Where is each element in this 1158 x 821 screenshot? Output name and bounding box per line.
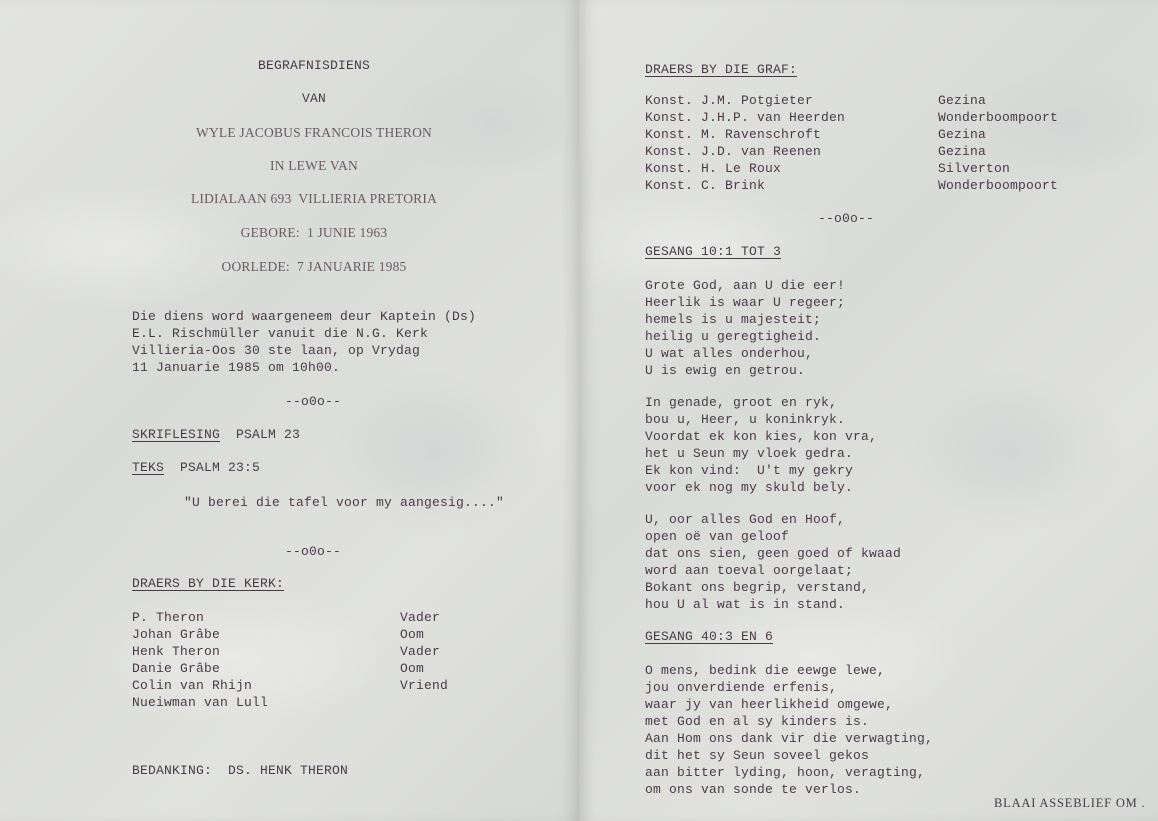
- hymn-line: het u Seun my vloek gedra.: [645, 446, 854, 461]
- grave-bearer-place: Gezina: [938, 93, 987, 108]
- grave-bearer-name: Konst. C. Brink: [645, 178, 766, 193]
- hymn-line: Ek kon vind: U't my gekry: [645, 463, 854, 478]
- bearer-name: Colin van Rhijn: [132, 678, 253, 693]
- hymn-line: bou u, Heer, u koninkryk.: [645, 412, 846, 427]
- service-line: 11 Januarie 1985 om 10h00.: [132, 360, 341, 375]
- sermon-text: [132, 459, 260, 476]
- grave-bearer-name: Konst. J.H.P. van Heerden: [645, 110, 846, 125]
- service-line: Villieria-Oos 30 ste laan, op Vrydag: [132, 343, 421, 358]
- separator: --o0o--: [285, 544, 342, 559]
- hymn-line: U, oor alles God en Hoof,: [645, 512, 846, 527]
- grave-bearer-place: Wonderboompoort: [938, 178, 1059, 193]
- text-value: PSALM 23:5: [180, 460, 261, 475]
- right-page: [579, 0, 1158, 821]
- hymn-line: heilig u geregtigheid.: [645, 329, 822, 344]
- church-bearers-heading: DRAERS BY DIE KERK:: [132, 576, 285, 591]
- bearer-relation: Oom: [400, 661, 425, 676]
- hymn2-heading: GESANG 40:3 EN 6: [645, 629, 774, 644]
- born-date: GEBORE: 1 JUNIE 1963: [240, 225, 388, 240]
- grave-bearers-heading: DRAERS BY DIE GRAF:: [645, 62, 798, 77]
- bearer-name: Nueiwman van Lull: [132, 695, 269, 710]
- hymn-line: Grote God, aan U die eer!: [645, 278, 846, 293]
- deceased-name: WYLE JACOBUS FRANCOIS THERON: [196, 125, 432, 140]
- hymn-line: Aan Hom ons dank vir die verwagting,: [645, 731, 934, 746]
- quote: "U berei die tafel voor my aangesig....": [184, 495, 505, 510]
- hymn-line: Bokant ons begrip, verstand,: [645, 580, 870, 595]
- hymn-line: O mens, bedink die eewge lewe,: [645, 663, 886, 678]
- grave-bearer-name: Konst. H. Le Roux: [645, 161, 782, 176]
- bearer-name: Danie Grâbe: [132, 661, 221, 676]
- hymn-line: jou onverdiende erfenis,: [645, 680, 838, 695]
- hymn-line: U is ewig en getrou.: [645, 363, 806, 378]
- bearer-relation: Vader: [400, 610, 441, 625]
- grave-bearer-place: Silverton: [938, 161, 1011, 176]
- scripture-reading: [132, 426, 300, 443]
- grave-bearer-name: Konst. J.M. Potgieter: [645, 93, 814, 108]
- hymn-line: voor ek nog my skuld bely.: [645, 480, 854, 495]
- bearer-name: Johan Grâbe: [132, 627, 221, 642]
- bearer-relation: Vader: [400, 644, 441, 659]
- separator: --o0o--: [818, 211, 875, 226]
- hymn-line: U wat alles onderhou,: [645, 346, 814, 361]
- hymn-line: hou U al wat is in stand.: [645, 597, 846, 612]
- grave-bearer-place: Wonderboompoort: [938, 110, 1059, 125]
- in-lewe-van: IN LEWE VAN: [270, 158, 358, 173]
- service-line: Die diens word waargeneem deur Kaptein (Ds): [132, 309, 477, 324]
- grave-bearer-place: Gezina: [938, 127, 987, 142]
- hymn-line: aan bitter lyding, hoon, veragting,: [645, 765, 926, 780]
- hymn-line: Heerlik is waar U regeer;: [645, 295, 846, 310]
- bearer-name: Henk Theron: [132, 644, 221, 659]
- hymn-line: waar jy van heerlikheid omgewe,: [645, 697, 894, 712]
- bearer-relation: Vriend: [400, 678, 449, 693]
- death-date: OORLEDE: 7 JANUARIE 1985: [221, 259, 407, 274]
- service-line: E.L. Rischmüller vanuit die N.G. Kerk: [132, 326, 429, 341]
- hymn-line: hemels is u majesteit;: [645, 312, 822, 327]
- scripture-label: SKRIFLESING: [132, 427, 221, 442]
- thanks-line: BEDANKING: DS. HENK THERON: [132, 763, 349, 778]
- grave-bearer-name: Konst. J.D. van Reenen: [645, 144, 822, 159]
- grave-bearer-name: Konst. M. Ravenschroft: [645, 127, 822, 142]
- hymn-line: open oë van geloof: [645, 529, 790, 544]
- hymn-line: dat ons sien, geen goed of kwaad: [645, 546, 902, 561]
- bearer-name: P. Theron: [132, 610, 205, 625]
- hymn-line: Voordat ek kon kies, kon vra,: [645, 429, 878, 444]
- service-title: BEGRAFNISDIENS: [257, 58, 371, 73]
- turn-page-note: BLAAI ASSEBLIEF OM .: [994, 796, 1146, 810]
- hymn1-heading: GESANG 10:1 TOT 3: [645, 244, 782, 259]
- separator: --o0o--: [285, 394, 342, 409]
- text-label: TEKS: [132, 460, 165, 475]
- address: LIDIALAAN 693 VILLIERIA PRETORIA: [190, 191, 438, 206]
- hymn-line: In genade, groot en ryk,: [645, 395, 838, 410]
- hymn-line: dit het sy Seun soveel gekos: [645, 748, 870, 763]
- bearer-relation: Oom: [400, 627, 425, 642]
- hymn-line: met God en al sy kinders is.: [645, 714, 870, 729]
- hymn-line: om ons van sonde te verlos.: [645, 782, 862, 797]
- van-line: VAN: [301, 91, 326, 106]
- scripture-value: PSALM 23: [236, 427, 301, 442]
- hymn-line: word aan toeval oorgelaat;: [645, 563, 854, 578]
- grave-bearer-place: Gezina: [938, 144, 987, 159]
